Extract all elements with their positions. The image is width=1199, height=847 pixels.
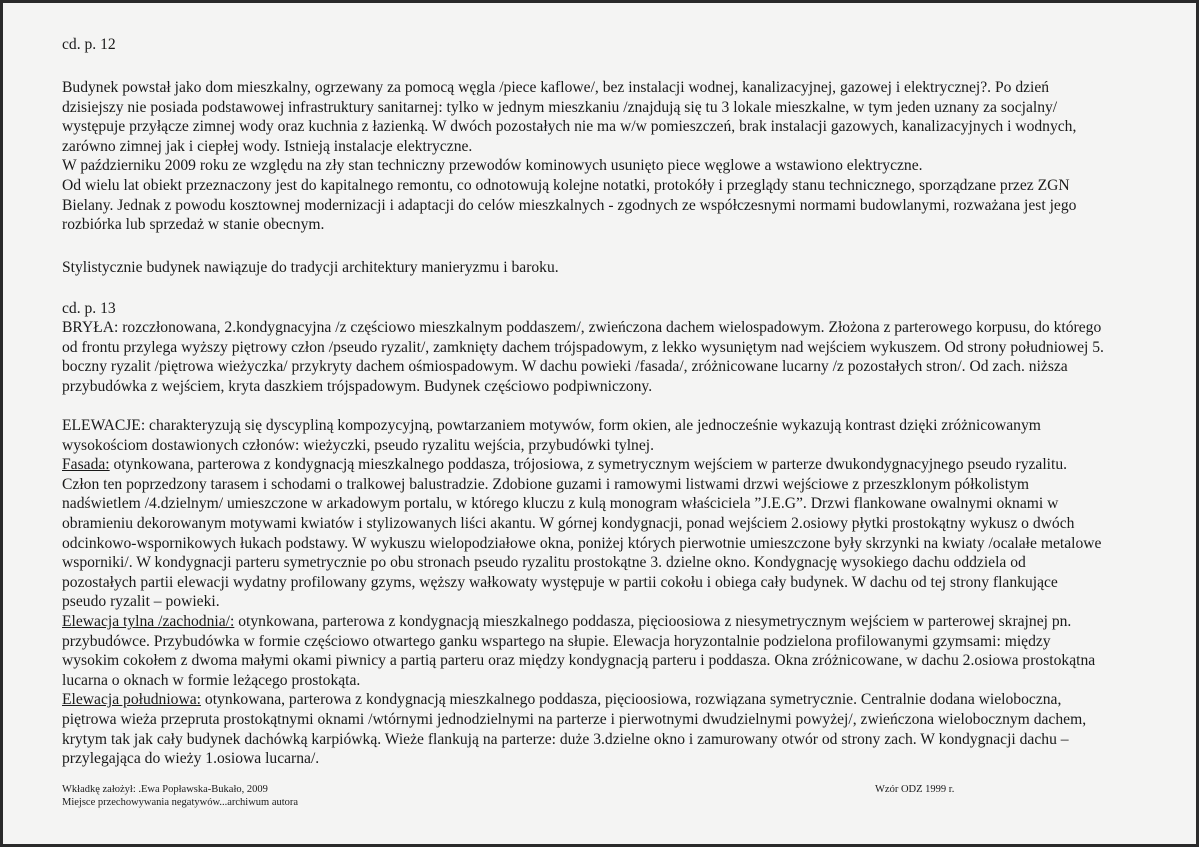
south-elevation-line — [62, 690, 1101, 710]
text-line: W październiku 2009 roku ze względu na zły stan techniczny przewodów kominowych usunięto piece węglowe a wstawiono elektryczne. — [62, 157, 923, 175]
south-elevation-text: otynkowana, parterowa z kondygnacją mieszkalnego poddasza, pięcioosiowa, rozwiązana symetrycznie. Centralnie dodana wieloboczna, — [201, 691, 1062, 709]
rear-elevation-heading: Elewacja tylna /zachodnia/: — [62, 612, 235, 630]
text-line: pseudo ryzalit – powieki. — [62, 593, 220, 611]
footer-author-line: Wkładkę założył: .Ewa Popławska-Bukało, 2009 — [62, 784, 268, 795]
rear-elevation-line — [62, 612, 1101, 632]
text-line: odcinkowo-wspornikowych łukach podstawy. W wykuszu wielopodziałowe okna, poniżej których pierwotnie umieszczone były skrzynki na kwiaty /ocalałe metalowe — [62, 534, 1102, 552]
text-line: krytym tak jak cały budynek dachówką karpiówką. Wieże flankują na parterze: duże 3.dzielne okno i zamurowany otwór od strony zach. W kondygnacji dachu – — [62, 730, 1069, 748]
text-line: wysokościom dostawionych członów: wieżyczki, pseudo ryzalitu wejścia, przybudówki tylnej. — [62, 436, 654, 454]
history-paragraph — [62, 78, 1076, 235]
text-line: przybudówka z wejściem, kryta daszkiem trójspadowym. Budynek częściowo podpiwniczony. — [62, 377, 653, 395]
text-line: boczny ryzalit /piętrowa wieżyczka/ przykryty dachem ośmiospadowym. W dachu powieki /fasada/, zróżnicowane lucarny /z pozostałych stron/. Od zach. niższa — [62, 358, 1068, 376]
facade-heading: Fasada: — [62, 456, 110, 474]
text-line: dzisiejszy nie posiada podstawowej infrastruktury sanitarnej: tylko w jednym mieszkaniu /znajdują się tu 3 lokale mieszkalne, w tym jeden uznany za socjalny/ — [62, 98, 1058, 116]
text-line: ELEWACJE: charakteryzują się dyscypliną kompozycyjną, powtarzaniem motywów, form okien, ale jednocześnie wykazują kontrast dzięki zróżnicowanym — [62, 417, 1041, 434]
page-reference-13: cd. p. 13 — [62, 300, 116, 317]
rear-elevation-text: otynkowana, parterowa z kondygnacją mieszkalnego poddasza, pięcioosiowa z niesymetrycznym wejściem w parterowej skrajnej pn. — [234, 612, 1072, 630]
text-line: przybudówce. Przybudówka w formie częściowo otwartego ganku wspartego na słupie. Elewacja horyzontalnie podzielona profilowanymi gzymsami: między — [62, 632, 1051, 650]
text-line: Budynek powstał jako dom mieszkalny, ogrzewany za pomocą węgla /piece kaflowe/, bez instalacji wodnej, kanalizacyjnej, gazowej i elektrycznej?. Po dzień — [62, 79, 1050, 96]
facade-text: otynkowana, parterowa z kondygnacją mieszkalnego poddasza, trójosiowa, z symetrycznym wejściem w parterze dwukondygnacyjnego pseudo ryzalitu. — [109, 456, 1068, 474]
text-line: pozostałych partii elewacji wydatny profilowany gzyms, węższy wałkowaty występuje w partii cokołu i obiega cały budynek. W dachu od tej strony flankujące — [62, 573, 1058, 591]
text-line: lucarna o oknach w formie leżącego prostokąta. — [62, 671, 361, 689]
text-line: wsporniki/. W kondygnacji parteru symetrycznie po obu stronach pseudo ryzalitu prostokątne 3. dzielne okno. Kondygnację wysokiego dachu oddziela od — [62, 554, 1026, 572]
text-line: rozbiórka lub sprzedaż w stanie obecnym. — [62, 216, 325, 234]
text-line: Od wielu lat obiekt przeznaczony jest do kapitalnego remontu, co odnotowują kolejne notatki, protokóły i przeglądy stanu technicznego, sporządzane przez ZGN — [62, 176, 1070, 194]
elevations-section — [62, 416, 1101, 769]
text-line: Bielany. Jednak z powodu kosztownej modernizacji i adaptacji do celów mieszkalnych - zgodnych ze współczesnymi normami budowlanymi, rozważana jest jego — [62, 196, 1077, 214]
text-line: wysokim cokołem z dwoma małymi okami piwnicy a partią parteru oraz między kondygnacją parteru i poddasza. Okna zróżnicowane, w dachu 2.osiowa prostokątna — [62, 652, 1096, 670]
text-line: BRYŁA: rozczłonowana, 2.kondygnacyjna /z częściowo mieszkalnym poddaszem/, zwieńczona dachem wielospadowym. Złożona z parterowego korpusu, do którego — [62, 319, 1102, 336]
south-elevation-heading: Elewacja południowa: — [62, 691, 201, 709]
text-line: piętrowa wieża przepruta prostokątnymi oknami /wtórnymi jednodzielnymi na parterze i pierwotnymi dwudzielnymi powyżej/, zwieńczona wielobocznym dachem, — [62, 710, 1087, 728]
text-line: zarówno zimnej jak i ciepłej wody. Istnieją instalacje elektryczne. — [62, 137, 473, 155]
scan-border-top — [0, 0, 1199, 3]
text-line: występuje przyłącze zimnej wody oraz kuchnia z łazienką. W dwóch pozostałych nie ma w/w pomieszczeń, brak instalacji gazowych, kanalizacyjnych i wodnych, — [62, 118, 1077, 136]
text-line: od frontu przylega wyższy piętrowy człon /pseudo ryzalit/, zamknięty dachem trójspadowym, z lekko wysuniętym nad wejściem wykuszem. Od strony południowej 5. — [62, 338, 1104, 356]
massing-paragraph — [62, 318, 1104, 396]
scan-border-left — [0, 0, 3, 847]
page-reference-12: cd. p. 12 — [62, 36, 116, 53]
style-paragraph: Stylistycznie budynek nawiązuje do tradycji architektury manieryzmu i baroku. — [62, 259, 559, 276]
text-line: Człon ten poprzedzony tarasem i schodami o tralkowej balustradzie. Zdobione guzami i ramowymi listwami drzwi wejściowe z przeszklonym półkolistym — [62, 475, 1029, 493]
footer-author-info — [62, 783, 298, 809]
footer-archive-line: Miejsce przechowywania negatywów...archiwum autora — [62, 797, 299, 808]
footer-form-id: Wzór ODZ 1999 r. — [875, 784, 955, 795]
text-line: nadświetlem /4.dzielnym/ umieszczone w arkadowym portalu, w którego kluczu z kulą monogram właściciela ”J.E.G”. Drzwi flankowane owalnymi oknami w — [62, 495, 1059, 513]
text-line: obramieniu dekorowanym motywami kwiatów i stylizowanych liści akantu. W górnej kondygnacji, ponad wejściem 2.osiowy płytki prostokątny wykusz o dwóch — [62, 514, 1075, 532]
facade-line — [62, 455, 1101, 475]
text-line: przylegająca do wieży 1.osiowa lucarna/. — [62, 750, 320, 768]
